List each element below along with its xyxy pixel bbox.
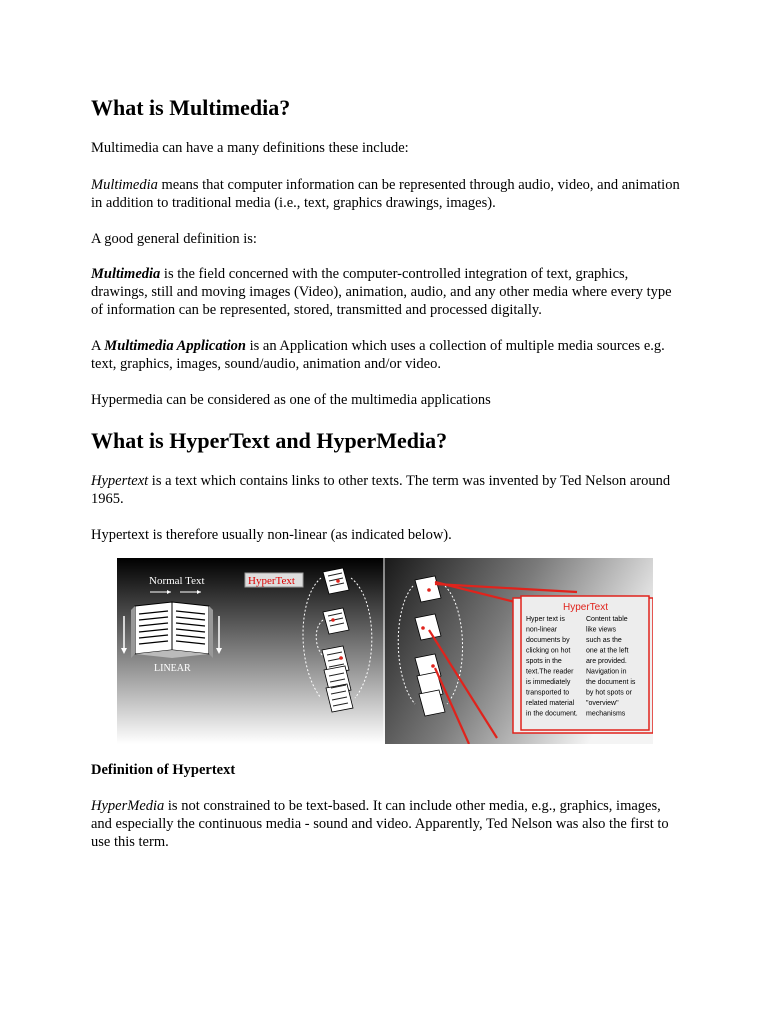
definition-2-text: is the field concerned with the computer-controlled integration of text, graphics, drawings, still and moving images (Video), animation, audio, and any other media where every type of information can be represented, stored, transmitted and processed digitally. (91, 266, 672, 318)
box-title: HyperText (563, 602, 609, 613)
col2-line: one at the left (586, 647, 629, 655)
col1-line: related material (526, 700, 575, 707)
col2-line: such as the (586, 637, 622, 644)
hypermedia-definition-paragraph (91, 797, 681, 851)
heading-hypertext-hypermedia: What is HyperText and HyperMedia? (91, 428, 448, 453)
application-prefix: A (91, 338, 105, 354)
col2-line: "overview" (586, 700, 619, 707)
col1-line: transported to (526, 689, 570, 697)
definition-2-term: Multimedia (91, 266, 161, 282)
col1-line: documents by (526, 637, 570, 644)
col2-line: are provided. (586, 658, 627, 665)
general-definition-paragraph: A good general definition is: (91, 231, 257, 247)
col1-line: clicking on hot (526, 647, 571, 655)
col2-line: by hot spots or (586, 689, 632, 697)
col2-line: Content table (586, 616, 628, 623)
application-term: Multimedia Application (104, 338, 246, 354)
hypermedia-paragraph: Hypermedia can be considered as one of the multimedia applications (91, 392, 491, 408)
linear-label: LINEAR (154, 663, 191, 674)
hypertext-diagram (117, 558, 653, 744)
col2-line: mechanisms (586, 710, 626, 718)
hypertext-figure (117, 558, 653, 744)
col1-line: non-linear (526, 626, 558, 634)
normal-text-label: Normal Text (149, 575, 205, 587)
col2-line: Navigation in (586, 668, 627, 676)
col1-line: Hyper text is (526, 616, 565, 623)
application-text: is an Application which uses a collection of multiple media sources e.g. text, graphics, images, sound/audio, animation and/or video. (91, 338, 665, 372)
hypermedia-term: HyperMedia (91, 798, 165, 814)
hypermedia-text: is not constrained to be text-based. It can include other media, e.g., graphics, images, and especially the continuous media - sound and video. Apparently, Ted Nelson was also the first to use this term. (91, 798, 669, 850)
hypertext-tag-label: HyperText (248, 575, 295, 587)
col1-line: in the document. (526, 710, 578, 718)
heading-multimedia: What is Multimedia? (91, 95, 291, 120)
definition-2-paragraph (91, 265, 681, 319)
definition-1-term: Multimedia (91, 177, 158, 193)
col1-line: is immediately (526, 679, 571, 686)
col2-line: the document is (586, 679, 636, 686)
figure-caption: Definition of Hypertext (91, 762, 236, 778)
hypertext-term: Hypertext (91, 473, 149, 489)
book-icon (131, 602, 213, 658)
definition-1-paragraph (91, 176, 681, 212)
col1-line: text.The reader (526, 668, 574, 676)
intro-paragraph: Multimedia can have a many definitions these include: (91, 140, 409, 156)
application-paragraph (91, 337, 681, 373)
col1-line: spots in the (526, 658, 562, 665)
nonlinear-paragraph: Hypertext is therefore usually non-linear (as indicated below). (91, 527, 452, 543)
hypertext-paragraph (91, 472, 681, 508)
hypertext-text: is a text which contains links to other texts. The term was invented by Ted Nelson around 1965. (91, 473, 671, 507)
definition-1-text: means that computer information can be represented through audio, video, and animation in addition to traditional media (i.e., text, graphics drawings, images). (91, 177, 680, 211)
col2-line: like views (586, 626, 616, 634)
